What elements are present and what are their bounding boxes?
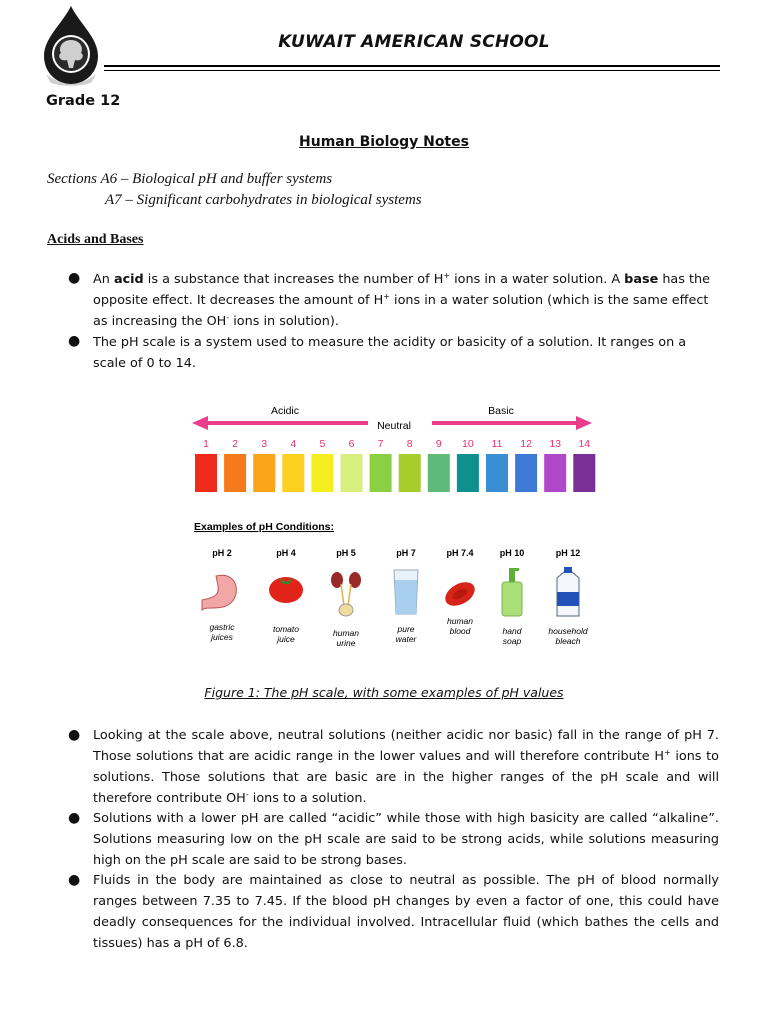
- bullet-neutral-range: Looking at the scale above, neutral solutions (neither acidic nor basic) fall in the range of pH 7. Those solutions that are acidic range in the lower values and will therefore contribute H+ ions to solutions. Those solutions that are basic are in the higher ranges of the pH scale and will therefore contribute OH- ions to a solution.: [93, 728, 719, 806]
- ph-color-swatch: [195, 454, 217, 492]
- bullet-dot: ●: [68, 872, 81, 888]
- basic-label: Basic: [488, 405, 514, 417]
- ph-number: 8: [406, 438, 413, 450]
- ph-example-label: human: [333, 628, 359, 638]
- ph-color-swatch: [311, 454, 333, 492]
- section-heading: Acids and Bases: [47, 232, 144, 247]
- bullet-dot: ●: [68, 333, 81, 349]
- ph-number: 1: [203, 438, 209, 450]
- bullet-acid-definition: An acid is a substance that increases the number of H+ ions in a water solution. A base has the opposite effect. It decreases the amount of H+ ions in a water solution (which is the same effect as increasing the OH- ions in solution).: [93, 271, 711, 329]
- ph-number: 9: [435, 438, 442, 450]
- ph-color-swatch: [573, 454, 595, 492]
- ph-number: 5: [319, 438, 326, 450]
- examples-heading: Examples of pH Conditions:: [194, 521, 335, 533]
- tomato-icon: [269, 577, 303, 603]
- ph-number: 3: [261, 438, 268, 450]
- document-title: Human Biology Notes: [299, 134, 469, 150]
- ph-example-value: pH 10: [499, 548, 525, 558]
- ph-example-label: water: [395, 634, 417, 644]
- ph-scale: [192, 405, 595, 492]
- ph-example-value: pH 4: [276, 548, 296, 558]
- ph-example-label: bleach: [555, 636, 581, 646]
- glass-icon: [394, 570, 418, 614]
- acidic-arrow-shaft: [204, 421, 368, 425]
- ph-example-value: pH 12: [555, 548, 581, 558]
- sections-line-2: A7 – Significant carbohydrates in biological systems: [105, 192, 422, 208]
- ph-example: [441, 548, 479, 636]
- ph-scale-figure: [190, 398, 610, 660]
- ph-color-swatch: [457, 454, 479, 492]
- neutral-label: Neutral: [377, 420, 411, 432]
- ph-example-label: urine: [336, 638, 356, 648]
- figure-caption: Figure 1: The pH scale, with some examples of pH values: [204, 685, 564, 700]
- blood-cell-icon: [441, 577, 479, 610]
- ph-example-label: juices: [211, 632, 233, 642]
- ph-example: [548, 548, 588, 646]
- bullet-dot: ●: [68, 810, 81, 826]
- kidney-icon: [331, 572, 361, 616]
- basic-arrow-shaft: [432, 421, 580, 425]
- ph-color-swatch: [399, 454, 421, 492]
- ph-example: [500, 548, 525, 646]
- ph-example-value: pH 7.4: [446, 548, 474, 558]
- ph-number: 6: [348, 438, 355, 450]
- school-logo: [40, 4, 102, 88]
- ph-color-swatch: [253, 454, 275, 492]
- bullet-dot: ●: [68, 270, 81, 286]
- ph-example: [269, 548, 303, 644]
- bullet-ph-scale: The pH scale is a system used to measure the acidity or basicity of a solution. It ranges on a scale of 0 to 14.: [93, 335, 687, 371]
- ph-color-swatch: [515, 454, 537, 492]
- ph-example-label: gastric: [209, 622, 235, 632]
- ph-example-label: hand: [502, 626, 522, 636]
- ph-number: 4: [290, 438, 297, 450]
- ph-example-label: blood: [449, 626, 471, 636]
- ph-color-swatch: [428, 454, 450, 492]
- ph-color-swatch: [544, 454, 566, 492]
- ph-number: 14: [578, 438, 591, 450]
- ph-example: [394, 548, 418, 644]
- ph-color-swatch: [282, 454, 304, 492]
- ph-number: 10: [462, 438, 474, 450]
- grade-label: Grade 12: [46, 93, 121, 109]
- ph-color-swatch: [370, 454, 392, 492]
- ph-color-swatch: [224, 454, 246, 492]
- ph-example-label: household: [548, 626, 588, 636]
- bleach-bottle-icon: [557, 567, 579, 616]
- ph-example-label: soap: [502, 636, 522, 646]
- ph-number: 7: [377, 438, 384, 450]
- acidic-label: Acidic: [270, 405, 300, 417]
- ph-example-label: pure: [397, 624, 415, 634]
- ph-example-value: pH 5: [336, 548, 356, 558]
- basic-arrow-head: [576, 416, 592, 430]
- header-rule-thin: [104, 70, 720, 71]
- ph-example-label: human: [447, 616, 473, 626]
- header-rule: [104, 65, 720, 67]
- stomach-icon: [202, 575, 236, 610]
- soap-bottle-icon: [502, 568, 522, 616]
- ph-number: 12: [520, 438, 532, 450]
- ph-example-value: pH 7: [396, 548, 416, 558]
- ph-example-label: juice: [277, 634, 295, 644]
- sections-line-1: Sections A6 – Biological pH and buffer systems: [47, 171, 333, 187]
- ph-example-value: pH 2: [212, 548, 232, 558]
- school-name: KUWAIT AMERICAN SCHOOL: [278, 32, 550, 52]
- ph-number: 2: [232, 438, 239, 450]
- bullet-body-fluids: Fluids in the body are maintained as close to neutral as possible. The pH of blood normally ranges between 7.35 to 7.45. If the blood pH changes by even a factor of one, this could have deadly consequences for the individual involved. Intracellular fluid (which bathes the cells and tissues) has a pH of 6.8.: [93, 873, 719, 951]
- ph-example: [202, 548, 236, 642]
- ph-color-swatch: [486, 454, 508, 492]
- bullet-acidic-alkaline: Solutions with a lower pH are called “acidic” while those with high basicity are called “alkaline”. Solutions measuring low on the pH scale are said to be strong acids, while solutions measuring high on the pH scale are said to be strong bases.: [93, 811, 719, 868]
- ph-example-label: tomato: [273, 624, 299, 634]
- bullet-dot: ●: [68, 727, 81, 743]
- ph-color-swatch: [341, 454, 363, 492]
- ph-example: [331, 548, 361, 648]
- acidic-arrow-head: [192, 416, 208, 430]
- ph-number: 11: [491, 438, 503, 450]
- ph-number: 13: [549, 438, 562, 450]
